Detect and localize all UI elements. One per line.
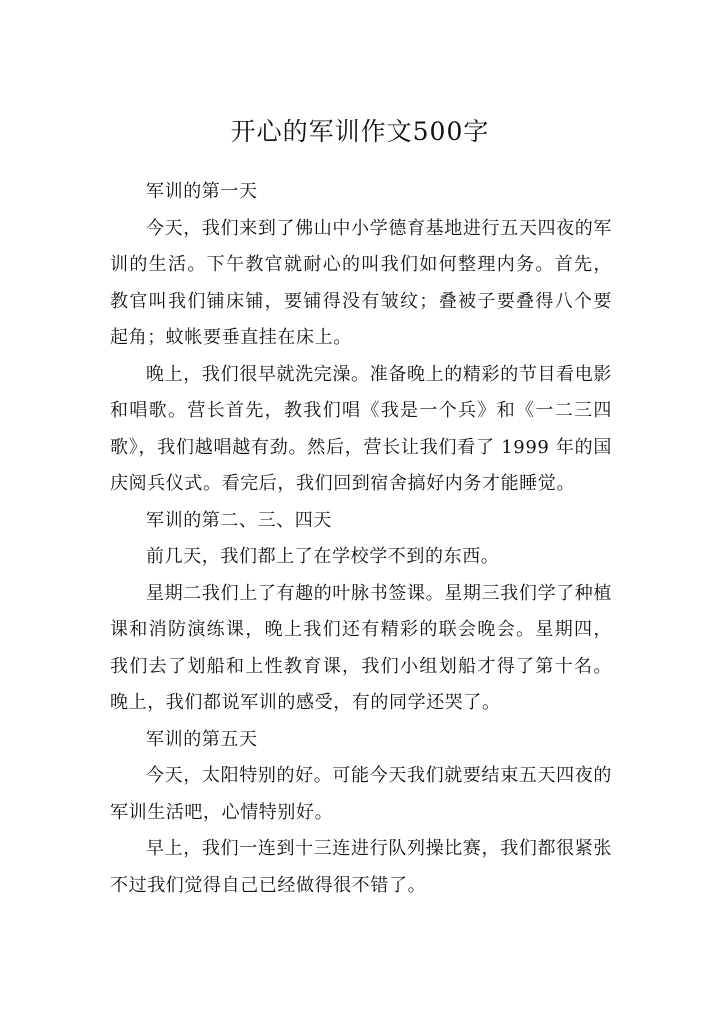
document-title: 开心的军训作文500字 <box>230 117 490 146</box>
section-heading-day-2-4: 军训的第二、三、四天 <box>146 509 332 531</box>
paragraph: 今天，我们来到了佛山中小学德育基地进行五天四夜的军训的生活。下午教官就耐心的叫我们如何整理内务。首先，教官叫我们铺床铺，要铺得没有皱纹；叠被子要叠得八个要起角；蚊帐要垂直挂在床上。 <box>110 217 612 348</box>
section-heading-day-5: 军训的第五天 <box>146 728 258 750</box>
paragraph: 星期二我们上了有趣的叶脉书签课。星期三我们学了种植课和消防演练课，晚上我们还有精彩的联会晚会。星期四，我们去了划船和上性教育课，我们小组划船才得了第十名。晚上，我们都说军训的感受，有的同学还哭了。 <box>110 582 612 713</box>
section-heading-day-1: 军训的第一天 <box>146 181 258 202</box>
paragraph: 早上，我们一连到十三连进行队列操比赛，我们都很紧张不过我们觉得自己已经做得很不错了。 <box>110 838 612 896</box>
paragraph: 晚上，我们很早就洗完澡。准备晚上的精彩的节目看电影和唱歌。营长首先，教我们唱《我是一个兵》和《一二三四歌》，我们越唱越有劲。然后，营长让我们看了 1999 年的国庆阅兵仪式。看完后，我们回到宿舍搞好内务才能睡觉。 <box>110 363 612 494</box>
paragraph: 今天，太阳特别的好。可能今天我们就要结束五天四夜的军训生活吧，心情特别好。 <box>110 765 612 823</box>
document-body <box>110 174 612 904</box>
paragraph: 前几天，我们都上了在学校学不到的东西。 <box>146 546 500 567</box>
